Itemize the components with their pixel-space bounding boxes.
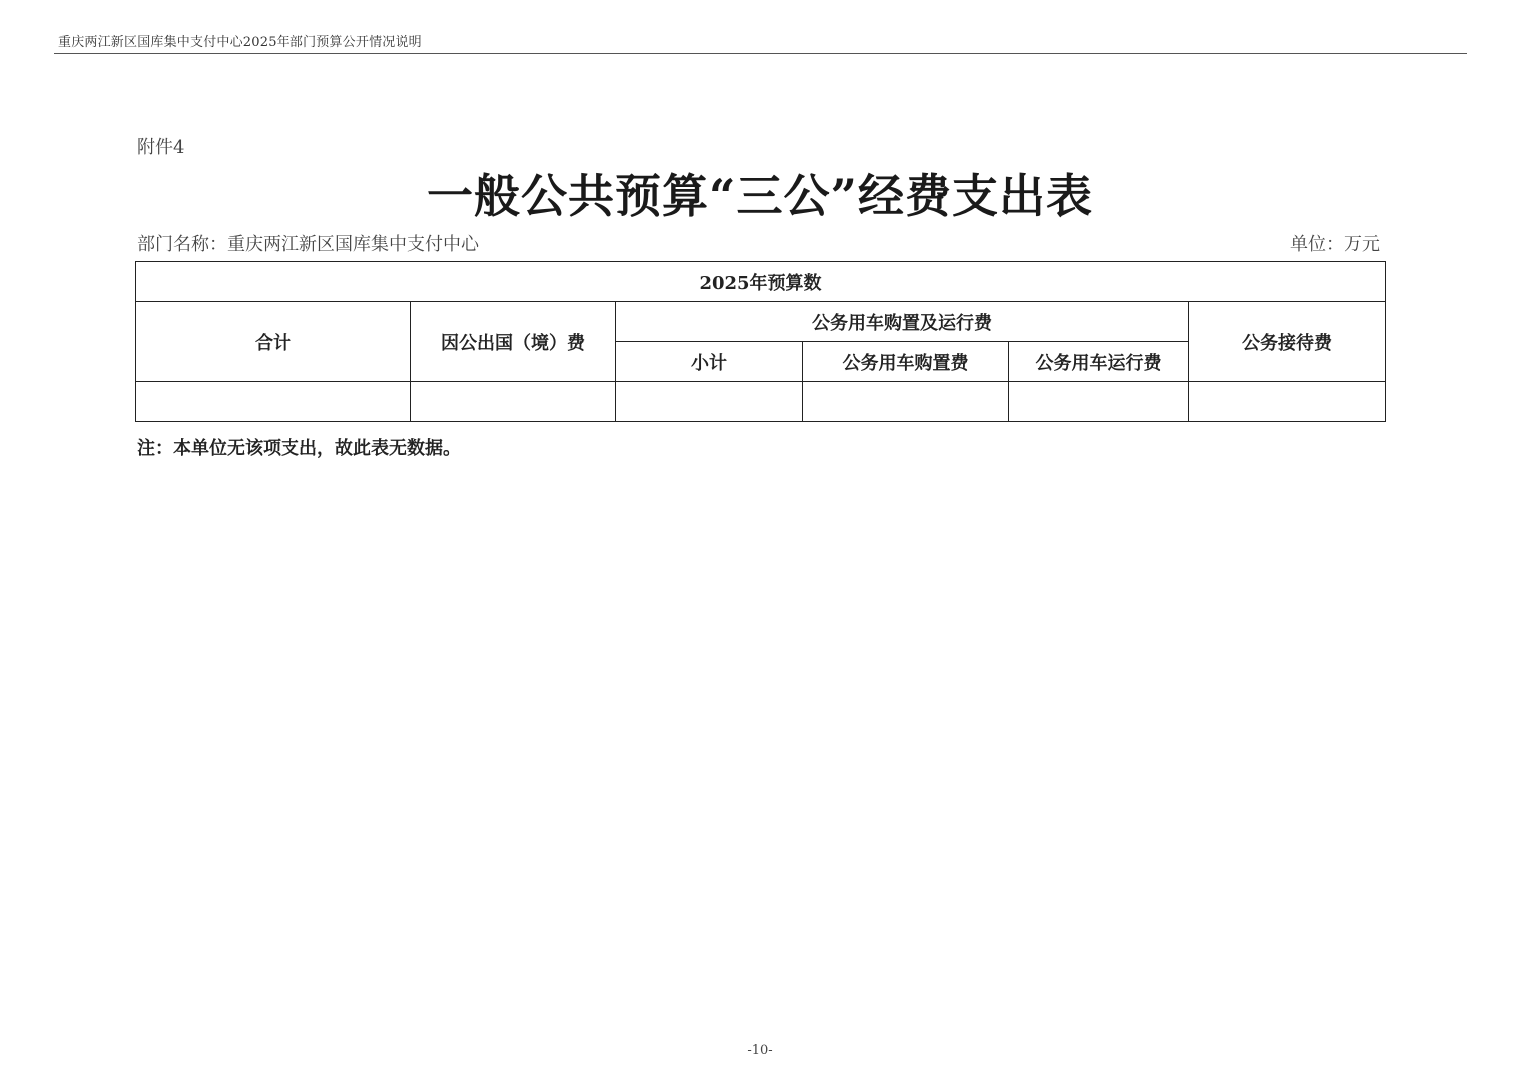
- header-divider: [54, 53, 1467, 54]
- table-cell: [1009, 382, 1189, 422]
- budget-year-header: 2025年预算数: [136, 262, 1386, 302]
- table-note: 注：本单位无该项支出，故此表无数据。: [137, 438, 461, 459]
- department-name: 部门名称：重庆两江新区国库集中支付中心: [137, 234, 479, 255]
- table-cell: [1189, 382, 1386, 422]
- unit-label: 单位：万元: [1290, 234, 1380, 255]
- three-public-expenses-table: [135, 261, 1386, 422]
- attachment-label: 附件4: [137, 137, 185, 158]
- table-header-row: [136, 302, 1386, 342]
- vehicle-operation-header: 公务用车运行费: [1009, 342, 1189, 382]
- running-header: 重庆两江新区国库集中支付中心2025年部门预算公开情况说明: [58, 35, 422, 50]
- total-column-header: 合计: [136, 302, 411, 382]
- page-number: -10-: [747, 1043, 773, 1058]
- table-row: [136, 382, 1386, 422]
- table-cell: [136, 382, 411, 422]
- abroad-expense-header: 因公出国（境）费: [411, 302, 616, 382]
- subtotal-header: 小计: [616, 342, 803, 382]
- reception-expense-header: 公务接待费: [1189, 302, 1386, 382]
- vehicle-expense-group-header: 公务用车购置及运行费: [616, 302, 1189, 342]
- document-title: 一般公共预算“三公”经费支出表: [427, 169, 1093, 223]
- table-header-row: [136, 262, 1386, 302]
- table-cell: [616, 382, 803, 422]
- vehicle-purchase-header: 公务用车购置费: [803, 342, 1009, 382]
- table-cell: [803, 382, 1009, 422]
- table-cell: [411, 382, 616, 422]
